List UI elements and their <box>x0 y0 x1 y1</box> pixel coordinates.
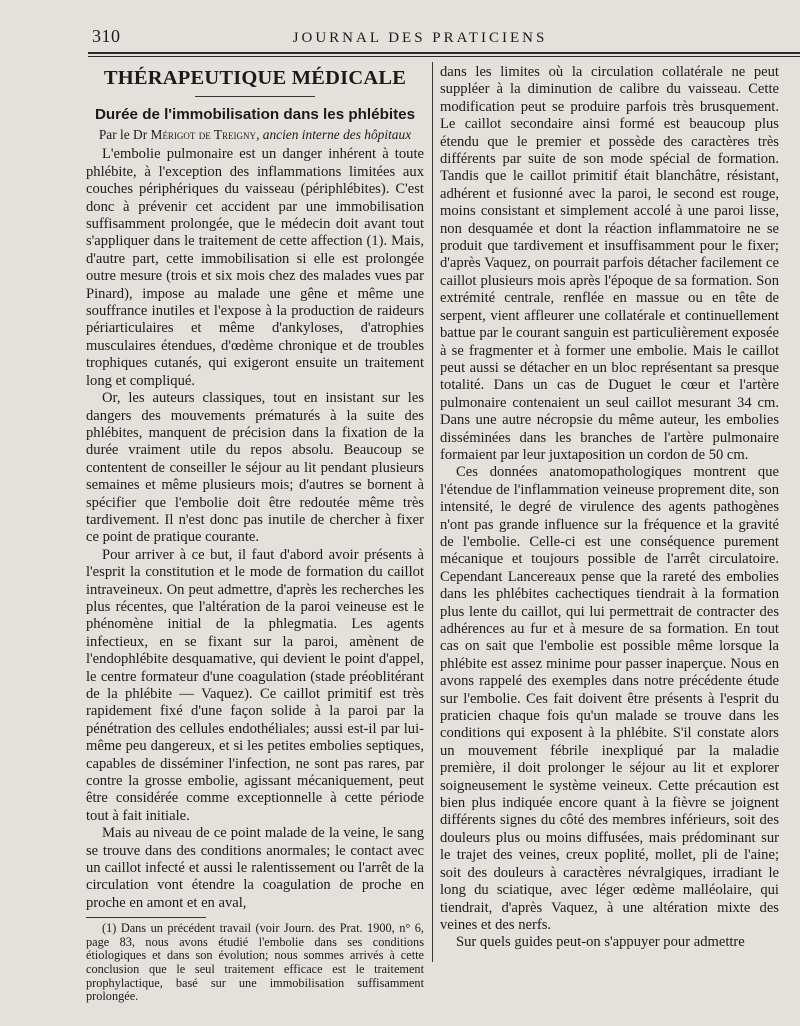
left-column <box>86 64 424 1004</box>
right-column <box>440 64 779 952</box>
header-rule <box>88 52 800 54</box>
running-title: JOURNAL DES PRATICIENS <box>292 30 548 46</box>
section-title: THÉRAPEUTIQUE MÉDICALE <box>103 67 407 89</box>
footnote-divider <box>86 917 206 918</box>
article-title: Durée de l'immobilisation dans les phlébites <box>94 106 416 123</box>
title-divider <box>195 96 315 97</box>
paragraph: Sur quels guides peut-on s'appuyer pour admettre <box>456 934 745 951</box>
paragraph: Or, les auteurs classiques, tout en insistant sur les dangers des mouvements prématurés à la suite des phlébites, manquent de précision dans la fixation de la durée vraiment utile du repos absolu. Beaucoup se contentent de conseiller le séjour au lit pendant plusieurs semaines et même plusieurs mois; d'autres se bornent à spécifier que l'embolie doit être redoutée même très tardivement. Il n'est donc pas inutile de chercher à fixer ce point de pratique courante. <box>86 390 424 546</box>
header-rule-thin <box>88 56 800 57</box>
paragraph: L'embolie pulmonaire est un danger inhérent à toute phlébite, à l'exception des inflammations limitées aux couches périphériques du vaisseau (périphlébites). C'est donc à prévenir cet accident par une immobilisation suffisamment prolongée, que le médecin doit avant tout s'appliquer dans le traitement de cette affection (1). Mais, d'autre part, cette immobilisation si elle est prolongée outre mesure (trois et six mois chez des malades vues par Pinard), impose au malade une gêne et même une souffrance inutiles et l'expose à la production de raideurs périarticulaires et même d'ankyloses, d'atrophies musculaires étendues, d'œdème chronique et de troubles trophiques cutanés, qui exigeront ensuite un traitement long et compliqué. <box>86 146 424 389</box>
page-number: 310 <box>92 26 121 46</box>
paragraph: Ces données anatomopathologiques montrent que l'étendue de l'inflammation veineuse proprement dite, son intensité, le degré de virulence des agents pathogènes n'ont pas grande influence sur la fréquence et la gravité de l'embolie. Celle-ci est une conséquence purement mécanique et toujours possible de l'arrêt circulatoire. Cependant Lancereaux pense que la rareté des embolies dans les phlébites cachectiques tiendrait à la formation plus lente du caillot, qui lui permettrait de contracter des adhérences au fur et à mesure de sa formation. En tout cas on sait que l'embolie est possible même lorsque la phlébite est assez minime pour passer inaperçue. Nous en avons rappelé des exemples dans notre précédente étude sur l'embolie. Ces fait doivent être présents à l'esprit du praticien chaque fois qu'un malade se trouve dans les conditions qui exposent à la phlébite. S'il constate alors un mouvement fébrile inexpliqué par la maladie première, il doit prolonger le séjour au lit et explorer soigneusement le système veineux. Cette précaution est bien plus indiquée encore quant à la fièvre se joignent différents signes du côté des membres inférieurs, soit des douleurs plus ou moins diffusées, mais prédominant sur le trajet des veines, creux poplité, mollet, pli de l'aine; soit des douleurs à caractères névralgiques, irradiant le long du sciatique, avec léger œdème malléolaire, qui tiendrait, d'après Vaquez, à une altération mixte des veines et des nerfs. <box>440 464 779 933</box>
paragraph: dans les limites où la circulation collatérale ne peut suppléer à la diminution de calibre du vaisseau. Cette modification peut se produire parfois très brusquement. Le caillot secondaire ainsi formé est beaucoup plus étendu que le premier et possède des caractères très différents par suite de son mode spécial de formation. Tandis que le caillot primitif était blanchâtre, résistant, adhérent et fusionné avec la paroi, le second est rouge, moins consistant et simplement accolé à une paroi lisse, non desquamée et dont la réaction inflammatoire ne se produit que tardivement et insuffisamment pour le fixer; d'après Vaquez, on pourrait parfois détacher facilement ce caillot plusieurs mois après l'époque de sa formation. Son extrémité centrale, renflée en massue ou en tête de serpent, vient affleurer une collatérale et continuellement battue par le courant sanguin est particulièrement exposée à se fragmenter et à former une embolie. Mais le caillot peut aussi se détacher en un bloc représentant sa presque totalité. Dans un cas de Duguet le cœur et l'artère pulmonaire contenaient un seul caillot mesurant 34 cm. Dans une autre nécropsie du même auteur, les embolies disséminées dans les branches de l'artère pulmonaire formaient par leur juxtaposition un cordon de 50 cm. <box>440 64 779 463</box>
footnote: (1) Dans un précédent travail (voir Journ. des Prat. 1900, n° 6, page 83, nous avons étudié l'embolie dans ses conditions étiologiques et dans son évolution; nous sommes arrivés à cette conclusion que le seul traitement efficace est le traitement prophylactique, basé sur une immobilisation suffisamment prolongée. <box>86 921 424 1004</box>
paragraph: Pour arriver à ce but, il faut d'abord avoir présents à l'esprit la constitution et le mode de formation du caillot intraveineux. On peut admettre, d'après les recherches les plus récentes, que l'altération de la paroi veineuse est le phénomène initial de la phlegmatia. Les agents infectieux, en se fixant sur la paroi, amènent de l'endophlébite desquamative, qui devient le point d'appel, le centre formateur d'une coagulation (stade préoblitérant de la phlébite — Vaquez). Ce caillot primitif est très rapidement fixé d'une façon solide à la paroi par la pénétration des cellules endothéliales; aussi est-il par lui-même peu dangereux, et si les petites embolies septiques, capables de disséminer l'infection, ne sont pas rares, par contre la grosse embolie, agissant mécaniquement, peut être considérée comme exceptionnelle à cette période tout à fait initiale. <box>86 546 424 824</box>
byline-prefix: Par le Dr <box>98 127 151 142</box>
column-divider <box>432 62 433 962</box>
paragraph: Mais au niveau de ce point malade de la veine, le sang se trouve dans des conditions anormales; le contact avec un caillot infecté et aussi le ralentissement ou l'arrêt de la circulation vont étendre la coagulation de proche en proche en amont et en aval, <box>86 825 424 911</box>
byline-role: , ancien interne des hôpitaux <box>256 127 412 142</box>
article-byline <box>86 126 424 143</box>
byline-author: Mérigot de Treigny <box>150 127 257 142</box>
